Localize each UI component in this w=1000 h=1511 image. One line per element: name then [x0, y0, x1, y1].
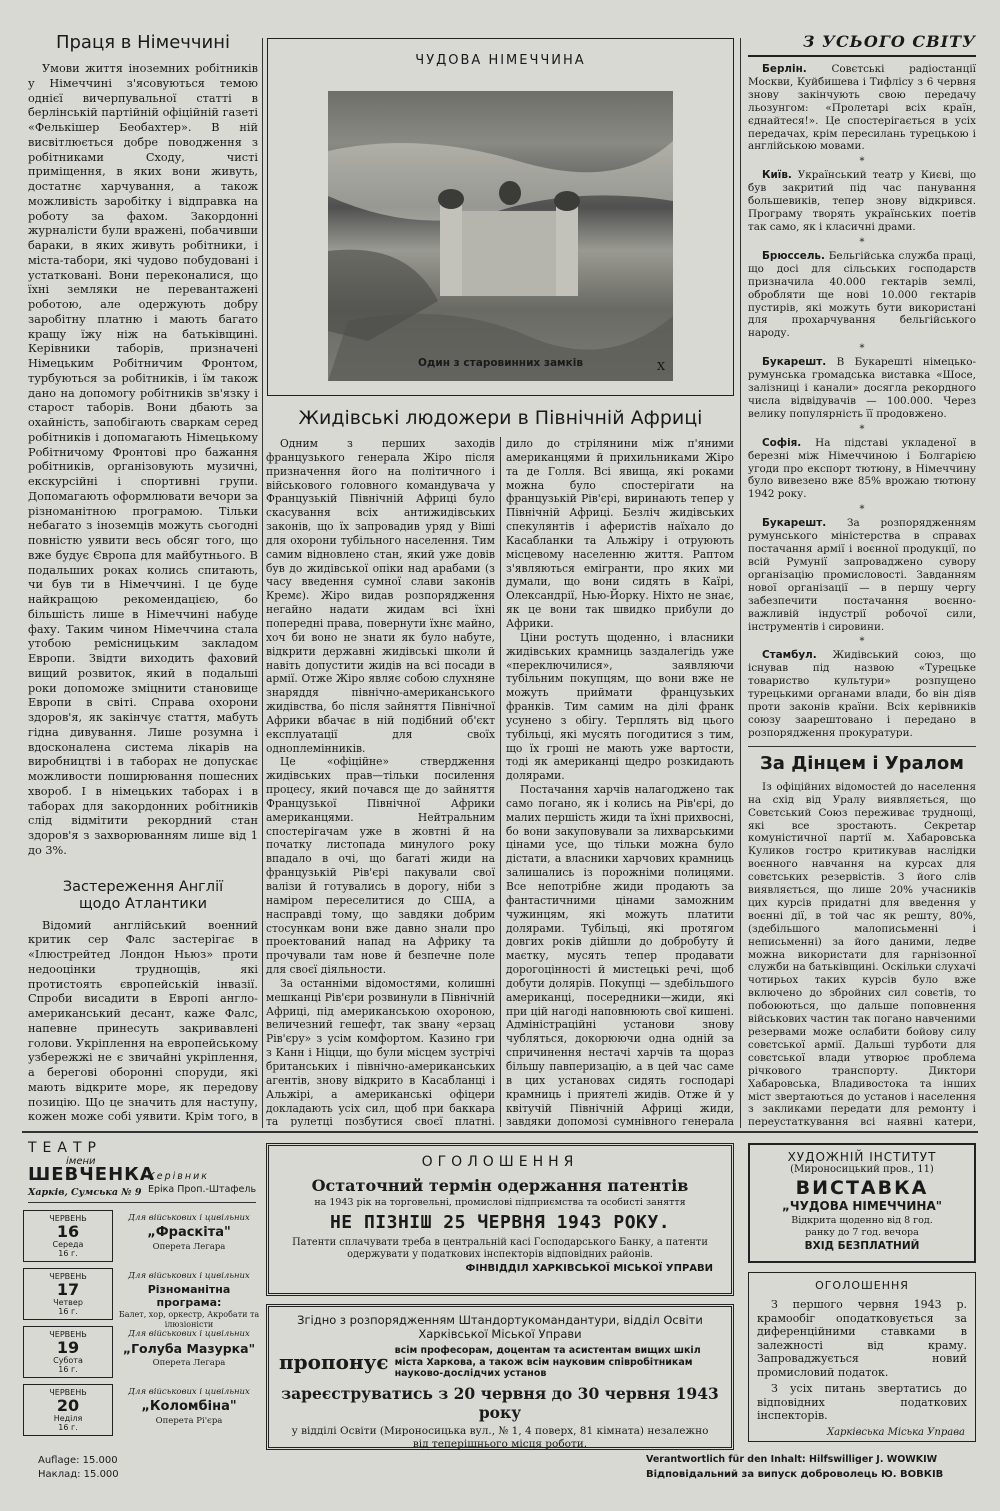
- education-proposal: [279, 1345, 721, 1380]
- tax-text2: З усіх питань звертатись до відповідних податкових інспекторів.: [757, 1382, 967, 1422]
- column-rule: [500, 437, 501, 1127]
- theatre-name: ШЕВЧЕНКА: [28, 1164, 155, 1185]
- photo-mark: Х: [657, 360, 665, 373]
- performance-title: „Фраскіта": [147, 1225, 231, 1240]
- news-text: Бельгійська служба праці, що досі для сільських господарств призначила 40.000 гектарів землі, обробляти ще нові 10.000 гектарів пустирів, які можуть бути використані для прохарчування бельгійського народу.: [748, 249, 976, 340]
- castle-photo: [328, 91, 673, 381]
- performance-title: Різноманітна програма:: [147, 1283, 231, 1309]
- art-institute-box: [748, 1143, 976, 1263]
- world-news-header: З УСЬОГО СВІТУ: [748, 32, 976, 57]
- patents-signature: ФІНВІДДІЛ ХАРКІВСЬКОЇ МІСЬКОЇ УПРАВИ: [465, 1263, 713, 1274]
- performance-time: 16 г.: [58, 1307, 78, 1316]
- patents-heading: ОГОЛОШЕННЯ: [421, 1154, 579, 1170]
- news-text: В Букарешті німецько-румунська громадська виставка «Шосе, залізниці і канали» досягла рекордного числа відвідувачів — 100.000. Через велику популярність її продовжено.: [748, 356, 976, 420]
- urals-article-body: [748, 781, 976, 1127]
- news-city: Берлін.: [762, 63, 807, 75]
- performance-info: [115, 1326, 263, 1378]
- performance-date: [23, 1384, 113, 1436]
- patents-line2: на 1943 рік на торговельні, промислові підприємства та особисті заняття: [314, 1197, 686, 1208]
- news-item-kyiv: [748, 169, 976, 234]
- section-rule: [748, 746, 976, 747]
- performance-weekday: Субота: [53, 1356, 83, 1365]
- performance-note: Оперета Легара: [152, 1358, 226, 1368]
- separator-star: *: [859, 343, 865, 355]
- urals-article-paragraph: Із офіційних відомостей до населення на схід від Уралу виявляється, що Совєтський Союз переживає труднощі, які все зростають. Секретар комуністичної партії м. Хабаровська Куликов гостро критикував наслідки воєнного навчання на курсах для совєтських резервістів. З його слів виявляється, що лише 20% учасників цих курсів придатні для введення у воєнні дії, в той час як решту, 80%, (здебільшого малописьменні і неписьменні) за його даними, ледве можна використати для гарнізонної служби на батьківщині. Оскільки слухачі чотирьох таких курсів було вже включено до збройних сил совєтів, то побоюються, що дальше поповнення військових частин так погано навченими резервами може ослабити бойову силу совєтської армії. Дальші турботи для совєтської влади утворює проблема річкового транспорту. Диктори Хабаровська, Владивостока та інших міст звертаються до установ і населення з закликами передати для ремонту і переустаткування всі наявні катери,: [748, 780, 976, 1127]
- performance-note: Оперета Легара: [152, 1242, 226, 1252]
- center-col1-paragraph: За останніми відомостями, колишні мешканці Рів'єри розвинули в Північній Африці, під американською охороною, величезний гешефт, так звану «ерзац Рів'єру» з усім комфортом. Казино гри з Канн і Ніцци, що були місцем зустрічі британських і північно-американських агентів, знову відкрито в Касабланці і Альжірі, а американські офіцери докладають усіх сил, щоб при баккара та рулетці позбутися своєї платні.: [266, 976, 495, 1127]
- performance-date: [23, 1210, 113, 1262]
- right-column: [748, 32, 976, 1127]
- performance-audience: Для військових і цивільних: [128, 1271, 250, 1281]
- education-line1: Згідно з розпорядженням Штандортукомандантури, відділ Освіти Харківської Міської Управи: [297, 1313, 703, 1341]
- performance-audience: Для військових і цивільних: [128, 1387, 250, 1397]
- world-news-list: [748, 63, 976, 740]
- castle-illustration: [328, 91, 673, 381]
- separator-star: *: [859, 423, 865, 435]
- performance-date: [23, 1268, 113, 1320]
- theatre-address: Харків, Сумська № 9: [28, 1187, 142, 1198]
- column-rule: [262, 38, 263, 1128]
- patents-line1: Остаточний термін одержання патентів: [311, 1176, 689, 1195]
- performance-month: ЧЕРВЕНЬ: [49, 1214, 87, 1223]
- column-rule: [740, 38, 741, 1128]
- left-article2-body: [28, 919, 258, 1126]
- left-article-title: Праця в Німеччині: [55, 32, 231, 53]
- center-col2-paragraph: Постачання харчів налагоджено так само погано, як і колись на Рів'єрі, до малих першість жиди та їхні прихвосні, бо вони закуповували за лихварськими цінами усе, що тільки можна було дістати, а власники харчових крамниць залишались із порожніми полицями. Все непотрібне жиди продають за фантастичними цінами заможним чужинцям, які можуть платити долярами. Тубільці, які протягом довгих років дійшли до добробуту й маєтку, мусять тепер продавати дорогоцінності й мистецькі речі, щоб добути долярів. Покупці — здебільшого американці, посередники—жиди, які при цій нагоді наповнюють свої кишені. Адміністраційні установи знову чубляться, докорюючи одна одній за спричинення нестачі харчів та щораз більшу павперизацію, а в цей час саме в цих установах сидять господарі крамниць і приятелі жидів. Отже й у квітучій Північній Африці жиди, завдяки допомозі сумнівного генерала: [506, 783, 734, 1127]
- performance-month: ЧЕРВЕНЬ: [49, 1330, 87, 1339]
- center-article-col1: [266, 437, 495, 1127]
- performance-info: [115, 1268, 263, 1329]
- performance-list: [10, 1210, 265, 1450]
- art-institute-address: (Мироносицький пров., 11): [790, 1164, 934, 1175]
- theatre-director: Еріка Проп.-Штафель: [148, 1184, 257, 1195]
- patents-deadline: НЕ ПІЗНІШ 25 ЧЕРВНЯ 1943 РОКУ.: [329, 1212, 671, 1233]
- performance-month: ЧЕРВЕНЬ: [49, 1272, 87, 1281]
- news-item-istanbul: [748, 649, 976, 739]
- art-exhibit-label: ВИСТАВКА: [795, 1177, 929, 1199]
- news-city: Брюссель.: [762, 249, 825, 262]
- performance-weekday: Четвер: [53, 1298, 83, 1307]
- performance-audience: Для військових і цивільних: [128, 1213, 250, 1223]
- patents-notice: [266, 1143, 734, 1296]
- photo-box: [267, 38, 734, 396]
- center-col2-paragraph: Ціни ростуть щоденно, і власники жидівських крамниць заздалегідь уже «переключилися», заявляючи тубільним покупцям, що вони вже не можуть приймати французьких франків. Тим самим на ділі франк усунено з обігу. Терплять від цього тубільці, які мусять погодитися з тим, що їх гроші не мають уже вартости, тоді як американці щедро розкидають долярами.: [506, 630, 734, 783]
- news-text: Жидівський союз, що існував під назвою «Турецьке товариство культури» розпущено турецькими органами влади, бо він діяв проти законів країни. Всіх керівників союзу заарештовано і передано в розпорядження прокуратури.: [748, 649, 976, 739]
- left-article2-paragraph: Відомий англійський военний критик сер Фалс застерігає в «Ілюстрейтед Лондон Ньюз» проти недооцінки труднощів, які протистоять європейській інвазії. Спроби висадити в Европі англо-американський десант, каже Фалс, напевне принесуть закривавлені голови. Укріплення на европейському узбережжі не є звичайні укріплення, а берегові оборонні споруди, які мають відкрите море, як передову позицію. Що це значить для наступу, кожен може собі уявити. Крім того, в: [28, 918, 258, 1124]
- center-col2-paragraph: дило до стрілянини між п'яними американцями й прихильниками Жіро та де Голля. Всі явища, які роками можна було спостерігати на французькій Рів'єрі, виринають тепер у Північній Африці. Безліч жидівських спекулянтів і аферистів наїхало до Касабланки та Альжіру і отруюють місцевому населенню життя. Раптом з'являються емігранти, про яких ми думали, що вони сидять в Каїрі, Олександрії, Нью-Йорку. Ніхто не знає, як це вони так швидко прибули до Африки.: [506, 437, 734, 630]
- tax-signature: Харківська Міська Управа: [826, 1426, 965, 1438]
- center-article-col2: [506, 437, 734, 1127]
- left-column: [28, 30, 258, 1125]
- theatre-rule: [28, 1202, 256, 1203]
- performance-weekday: Неділя: [53, 1414, 83, 1423]
- photo-caption: Один з старовинних замків: [418, 357, 583, 369]
- patents-line4: Патенти сплачувати треба в центральній касі Господарського Банку, а патенти одержувати у податкових інспекторів відповідних районів.: [292, 1237, 708, 1260]
- education-line2: всім професорам, доцентам та асистентам вищих шкіл міста Харкова, а також всім науковим співробітникам науково-дослідчих установ: [394, 1345, 701, 1379]
- separator-star: *: [859, 156, 865, 168]
- separator-star: *: [859, 504, 865, 516]
- footer-verantwortlich: Verantwortlich für den Inhalt: Hilfswilliger J. WOWKIW: [646, 1454, 938, 1465]
- theatre-word-imeni: імени: [66, 1156, 96, 1167]
- performance-info: [115, 1210, 263, 1262]
- news-text: За розпорядженням румунського міністерства в справах постачання армії і воєнної продукції, по всій Румунії запроваджено сувору організацію промисловості. Завданням нової організації — в першу чергу забезпечити постачання воєнно-важливій індустрії робочої сили, інструментів і сировини.: [748, 517, 976, 633]
- news-text: Совєтські радіостанції Москви, Куйбишева і Тифлісу з 6 червня знову закінчують свою передачу льозунгом: «Пролетарі всіх країн, єднайтеся!». Це спостерігається в усіх передачах, крім пересилань турецькою і англійською мовами.: [748, 63, 976, 153]
- performance-time: 16 г.: [58, 1365, 78, 1374]
- news-city: Стамбул.: [762, 649, 817, 662]
- art-exhibit-hours: Відкрита щоденно від 8 год. ранку до 7 год. вечора: [791, 1215, 933, 1238]
- center-col1-paragraph: Одним з перших заходів французького генерала Жіро після призначення його на політичного і військового головного командувача у Французькій Північній Африці було скасування всіх антижидівських законів, що їх запровадив уряд у Віші для охорони тубільного населення. Тим самим відновлено стан, який уже довів був до жидівської опіки над арабами (з часу введення сумної слави законів Кремє). Жіро видав розпорядження негайно надати жидам всі їхні попередні права, повернути їхнє майно, хоч би воно не знати як було набуте, відкрити державні жидівські школи й навіть допустити жидів на всі посади в армії. Отже Жіро являє собою слухняне знаряддя північно-американського жидівства, бо після зайняття Північної Африки вбачає в ній подібний об'єкт експлуатації для своїх одноплемінників.: [266, 437, 495, 755]
- theatre-word: ТЕАТР: [28, 1140, 102, 1156]
- news-item-bucharest: [748, 356, 976, 421]
- performance-time: 16 г.: [58, 1249, 78, 1258]
- performance-day: 17: [56, 1280, 80, 1299]
- left-article2-title-line1: Застереження Англії: [62, 878, 224, 895]
- center-article-title: Жидівські людожери в Північній Африці: [298, 407, 703, 429]
- tax-notice: [748, 1272, 976, 1442]
- performance-day: 16: [56, 1222, 80, 1241]
- performance-time: 16 г.: [58, 1423, 78, 1432]
- performance-month: ЧЕРВЕНЬ: [49, 1388, 87, 1397]
- performance-note: Балет, хор, оркестр, Акробати та ілюзіоністи: [118, 1310, 260, 1329]
- performance-title: „Голуба Мазурка": [122, 1341, 256, 1356]
- photo-box-header: ЧУДОВА НІМЕЧЧИНА: [415, 53, 586, 68]
- education-dates: зареєструватись з 20 червня до 30 червня 1943 року: [281, 1383, 719, 1422]
- education-notice: [266, 1304, 734, 1450]
- footer-naklad: Наклад: 15.000: [38, 1469, 119, 1480]
- news-city: Софія.: [762, 436, 802, 449]
- news-city: Букарешт.: [762, 517, 827, 530]
- art-exhibit-entry: ВХІД БЕЗПЛАТНИЙ: [804, 1240, 920, 1252]
- performance-day: 19: [56, 1338, 80, 1357]
- left-article2-title-line2: щодо Атлантики: [78, 895, 208, 912]
- left-article2-title: [28, 879, 258, 913]
- news-item-brussels: [748, 250, 976, 340]
- news-item-berlin: [748, 63, 976, 153]
- performance-note: Оперета Рі'єра: [155, 1416, 223, 1426]
- news-city: Букарешт.: [762, 356, 827, 369]
- tax-text1: З першого червня 1943 р. крамообіг оподатковується за диференційними ставками в залежності від краму. Запроваджується новий промисловий податок.: [757, 1298, 967, 1379]
- news-item-bucharest-2: [748, 517, 976, 633]
- center-col1-paragraph: Це «офіційне» ствердження жидівських прав—тільки посилення процесу, який почався ще до зайняття Французької Північної Африки американцями. Нейтральним спостерігачам уже в жовтні й на початку листопада минулого року впадало в очі, що багаті жиди на французькій Рів'єрі пакували свої валізи й готувались в дорогу, ніби з наміром переселитися до США, а насправді тому, що завдяки добрим стосункам вони вже давно знали про проектований напад на Африку та прочували там нове й безпечне поле для своєї діяльности.: [266, 755, 495, 977]
- separator-star: *: [859, 636, 865, 648]
- news-city: Київ.: [762, 169, 792, 182]
- separator-star: *: [859, 236, 865, 248]
- education-line4: у відділі Освіти (Мироносицька вул., № 1, 4 поверх, 81 кімната) незалежно від теперішнього місця роботи.: [291, 1424, 709, 1450]
- urals-article-title: За Дінцем і Уралом: [760, 752, 964, 774]
- news-text: Український театр у Києві, що був закритий під час панування большевиків, тепер знову відкрився. Програму творять українських поетів так само, як і класичні драми.: [748, 169, 976, 233]
- performance-audience: Для військових і цивільних: [128, 1329, 250, 1339]
- performance-title: „Коломбіна": [141, 1399, 237, 1414]
- education-verb: пропонує: [279, 1350, 389, 1375]
- footer-auflage: Auflage: 15.000: [38, 1455, 118, 1466]
- news-item-sofia: [748, 437, 976, 502]
- tax-heading: ОГОЛОШЕННЯ: [815, 1279, 909, 1292]
- performance-info: [115, 1384, 263, 1436]
- footer-vidpovidalnyi: Відповідальний за випуск доброволець Ю. ВОВКІВ: [646, 1469, 944, 1480]
- performance-weekday: Середа: [52, 1240, 84, 1249]
- art-institute-title: ХУДОЖНІЙ ІНСТИТУТ: [787, 1150, 937, 1164]
- performance-day: 20: [56, 1396, 80, 1415]
- bottom-section-rule: [22, 1131, 978, 1133]
- news-text: На підставі укладеної в березні між Німеччиною і Болгарією угоди про експорт тютюну, в Німеччину було вивезено вже 85% врожаю тютюну 1942 року.: [748, 436, 976, 501]
- performance-date: [23, 1326, 113, 1378]
- left-article-body: [28, 62, 258, 859]
- theatre-director-label: Керівник: [148, 1171, 209, 1182]
- art-exhibit-name: „ЧУДОВА НІМЕЧЧИНА": [781, 1199, 942, 1213]
- left-article-paragraph: Умови життя іноземних робітників у Німеччині з'ясовуються темою однієї вичерпувальної статті в берлінській партійній офіційній газеті «Фелькішер Беобахтер». В ній висвітлюється добре поводження з робітниками Сходу, чисті приміщення, в яких вони живуть, достатнє харчування, а також можливість заробітку і відправка на роботу за фахом. Закордонні журналісти були вражені, побачивши бараки, в яких живуть робітники, і міста-табори, які чудово побудовані і устатковані. Вони переконалися, що їхні земляки не перевантажені роботою, але одержують добру заробітну платню і мають багато кращу їжу ніж на батьківщині. Керівники таборів, призначені Німецьким Робітничим Фронтом, турбуються за робітників, і їм також дано на допомогу робітників зв'язку і старост таборів. Вони дбають за охайність, запобігають сваркам серед робітників і допомагають Німецькому Робітничому Фронтові про бажання робітників, організовують музичні, екскурсійні і спортивні групи. Допомагають оформлювати вечори за різноманітною програмою. Тільки небагато з іноземців можуть сьогодні повністю уявити весь обсяг того, що вже будує Європа для майбутнього. В подальших роках колись спитають, чи був ти в Німеччині. І це буде найкращою рекомендацією, бо більшість лише в Німеччині набуде фаху. Таким чином Німеччина стала утобою ремісницьким закладом Европи. Звідти виходить фаховий вищий розвиток, який в подальші роки допоможе зміцнити становище Европи в світі. Справа охорони здоров'я, як закінчує стаття, мабуть гідна дивування. Лише розумна і вдосконалена система лікарів на виробництві і в таборах не допускає можливости поширювання пошесних хвороб. І в німецьких таборах і в таборах для закордонних робітників слід відмітити рекордний стан здоров'я з захворюванням лише від 1 до 3%.: [28, 62, 258, 857]
